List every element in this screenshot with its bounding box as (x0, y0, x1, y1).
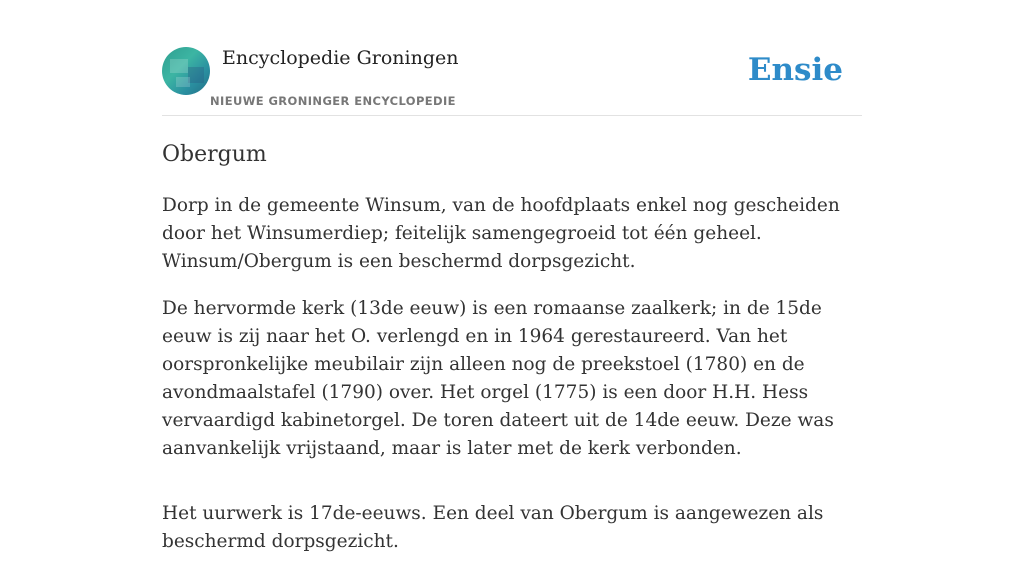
avatar-image-detail (170, 59, 188, 73)
avatar-image-detail (188, 67, 204, 83)
site-title[interactable]: Encyclopedie Groningen (222, 47, 459, 69)
brand-logo[interactable]: Ensie (747, 52, 843, 88)
article-body (162, 192, 862, 575)
avatar-image-detail (176, 77, 190, 87)
article-paragraph: Het uurwerk is 17de-eeuws. Een deel van Obergum is aangewezen als beschermd dorpsgezicht. (162, 503, 824, 552)
header-divider (162, 115, 862, 116)
article-paragraph: De hervormde kerk (13de eeuw) is een romaanse zaalkerk; in de 15de eeuw is zij naar het O. verlengd en in 1964 gerestaureerd. Van het oorspronkelijke meubilair zijn alleen nog de preekstoel (1780) en de avondmaalstafel (1790) over. Het orgel (1775) is een door H.H. Hess vervaardigd kabinetorgel. De toren dateert uit de 14de eeuw. Deze was aanvankelijk vrijstaand, maar is later met de kerk verbonden. (162, 298, 834, 459)
article-title: Obergum (162, 142, 267, 167)
article-paragraph: Dorp in de gemeente Winsum, van de hoofdplaats enkel nog gescheiden door het Winsumerdiep; feitelijk samengegroeid tot één geheel. Winsum/Obergum is een beschermd dorpsgezicht. (162, 195, 840, 272)
encyclopedia-avatar[interactable] (162, 47, 210, 95)
site-subtitle: NIEUWE GRONINGER ENCYCLOPEDIE (210, 94, 456, 108)
